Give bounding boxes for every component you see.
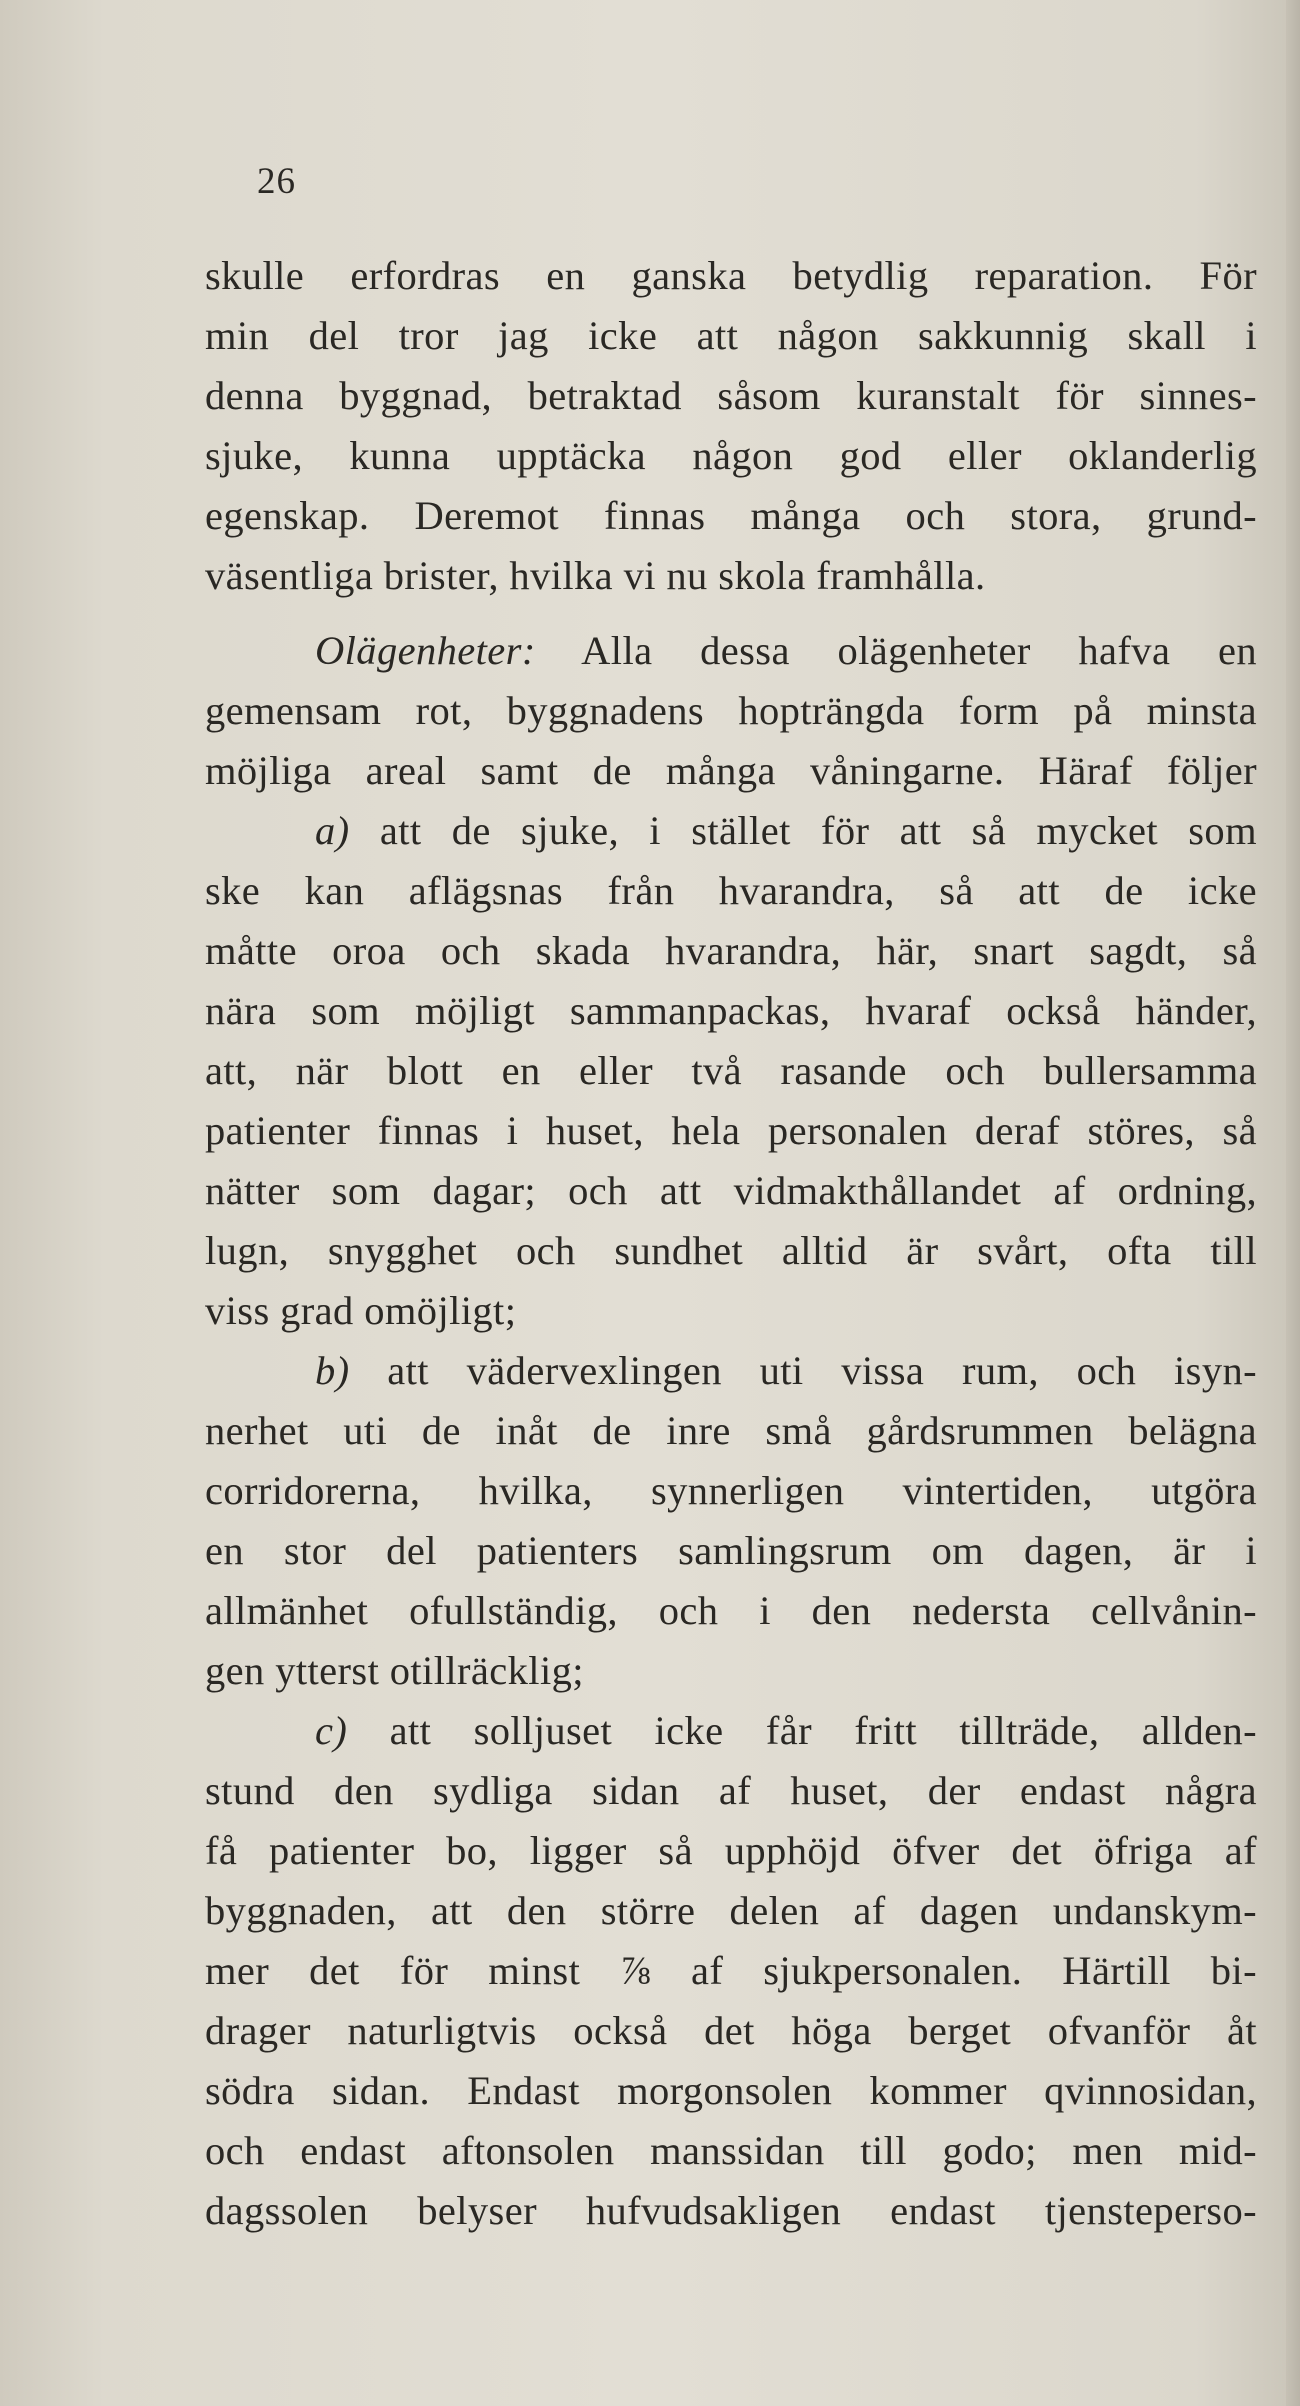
text-line: corridorerna, hvilka, synnerligen vintertiden, utgöra — [205, 1468, 1257, 1513]
text-line: mer det för minst ⅞ af sjukpersonalen. Härtill bi- — [205, 1948, 1257, 1993]
text-line: viss grad omöjligt; — [205, 1288, 517, 1333]
paragraph-line — [205, 1341, 1257, 1401]
list-marker-b: b) — [315, 1348, 350, 1393]
text-line: gen ytterst otillräcklig; — [205, 1648, 584, 1693]
section-heading: Olägenheter: — [315, 628, 536, 673]
text-line: dagssolen belyser hufvudsakligen endast tjensteperso- — [205, 2188, 1257, 2233]
text-line: drager naturligtvis också det höga berget ofvanför åt — [205, 2008, 1257, 2053]
text-line: nerhet uti de inåt de inre små gårdsrummen belägna — [205, 1408, 1257, 1453]
text-line: måtte oroa och skada hvarandra, här, snart sagdt, så — [205, 928, 1257, 973]
text-line: egenskap. Deremot finnas många och stora, grund- — [205, 493, 1257, 538]
text-line: stund den sydliga sidan af huset, der endast några — [205, 1768, 1257, 1813]
text-line: möjliga areal samt de många våningarne. Häraf följer — [205, 748, 1257, 793]
text-line: patienter finnas i huset, hela personalen deraf störes, så — [205, 1108, 1257, 1153]
text-line: byggnaden, att den större delen af dagen undanskym- — [205, 1888, 1257, 1933]
text-line: denna byggnad, betraktad såsom kuranstalt för sinnes- — [205, 373, 1257, 418]
text-fragment: att de sjuke, i stället för att så mycket som — [379, 808, 1257, 853]
text-line: skulle erfordras en ganska betydlig reparation. För — [205, 253, 1257, 298]
text-line: allmänhet ofullständig, och i den nedersta cellvånin- — [205, 1588, 1257, 1633]
text-line: och endast aftonsolen manssidan till godo; men mid- — [205, 2128, 1257, 2173]
text-line: min del tror jag icke att någon sakkunnig skall i — [205, 313, 1257, 358]
page-edge — [1286, 0, 1300, 2406]
text-fragment: Alla dessa olägenheter hafva en — [581, 628, 1257, 673]
text-line: få patienter bo, ligger så upphöjd öfver det öfriga af — [205, 1828, 1257, 1873]
text-line: lugn, snygghet och sundhet alltid är svårt, ofta till — [205, 1228, 1257, 1273]
text-line: sjuke, kunna upptäcka någon god eller oklanderlig — [205, 433, 1257, 478]
text-line: ske kan aflägsnas från hvarandra, så att de icke — [205, 868, 1257, 913]
body-text — [205, 246, 1257, 2241]
text-fragment: att solljuset icke får fritt tillträde, allden- — [389, 1708, 1258, 1753]
text-line: södra sidan. Endast morgonsolen kommer qvinnosidan, — [205, 2068, 1257, 2113]
text-line: nära som möjligt sammanpackas, hvaraf också händer, — [205, 988, 1257, 1033]
text-line: nätter som dagar; och att vidmakthållandet af ordning, — [205, 1168, 1257, 1213]
list-marker-a: a) — [315, 808, 350, 853]
paragraph-line — [205, 801, 1257, 861]
paragraph-line — [205, 1701, 1257, 1761]
text-line: en stor del patienters samlingsrum om dagen, är i — [205, 1528, 1257, 1573]
list-marker-c: c) — [315, 1708, 348, 1753]
text-line: gemensam rot, byggnadens hopträngda form på minsta — [205, 688, 1257, 733]
text-fragment: att vädervexlingen uti vissa rum, och isyn- — [387, 1348, 1258, 1393]
text-line: att, när blott en eller två rasande och bullersamma — [205, 1048, 1257, 1093]
text-line: väsentliga brister, hvilka vi nu skola framhålla. — [205, 553, 986, 598]
paragraph-line — [205, 621, 1257, 681]
page-number: 26 — [257, 161, 296, 202]
